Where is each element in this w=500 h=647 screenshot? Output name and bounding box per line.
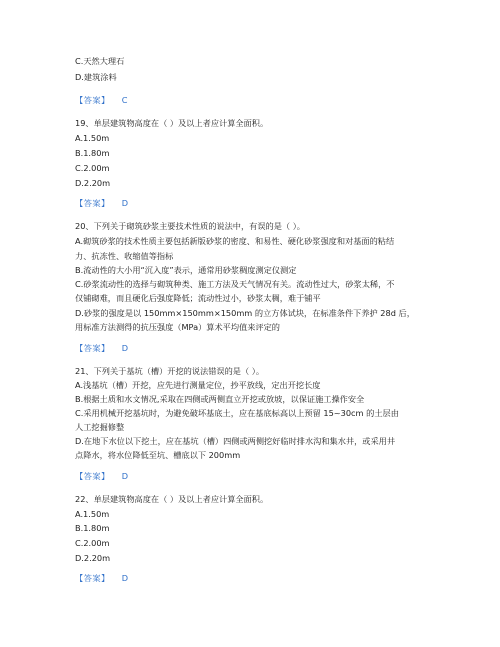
- question-stem: 21、下列关于基坑（槽）开挖的说法错误的是（ ）。: [75, 366, 265, 376]
- option-line: 仅铺砌难，而且硬化后强度降低；流动性过小，砂浆太稠，难于铺平: [75, 293, 321, 303]
- option-line: B.流动性的大小用“沉入度”表示，通常用砂浆稠度测定仪测定: [75, 265, 297, 275]
- answer-label: 【答案】: [75, 343, 110, 353]
- answer-label: 【答案】: [75, 471, 110, 481]
- option-line: B.1.80m: [75, 523, 110, 533]
- answer-line: [75, 572, 128, 584]
- question-stem: 19、单层建筑物高度在（ ）及以上者应计算全面积。: [75, 118, 269, 128]
- answer-line: [75, 342, 128, 354]
- option-line: B.根据土质和水文情况,采取在四侧或两侧直立开挖或放坡，以保证施工操作安全: [75, 394, 365, 404]
- answer-value: D: [121, 573, 129, 583]
- option-line: 用标准方法测得的抗压强度（MPa）算术平均值来评定的: [75, 322, 280, 332]
- option-line: A.1.50m: [75, 133, 110, 143]
- option-line: 力、抗冻性、收缩值等指标: [75, 251, 174, 261]
- option-line: A.1.50m: [75, 509, 110, 519]
- answer-line: [75, 197, 128, 209]
- option-line: D.2.20m: [75, 553, 111, 563]
- answer-value: D: [121, 343, 129, 353]
- option-line: A.砌筑砂浆的技术性质主要包括新版砂浆的密度、和易性、硬化砂浆强度和对基面的粘结: [75, 236, 395, 246]
- option-line: D.建筑涂料: [75, 72, 117, 82]
- answer-line: [75, 470, 128, 482]
- option-line: 人工挖掘修整: [75, 422, 125, 432]
- option-line: C.砂浆流动性的选择与砌筑种类、施工方法及天气情况有关。流动性过大，砂浆太稀，不: [75, 279, 395, 289]
- option-line: D.在地下水位以下挖土，应在基坑（槽）四侧或两侧挖好临时排水沟和集水井，或采用井: [75, 436, 396, 446]
- answer-line: [75, 94, 127, 106]
- option-line: A.浅基坑（槽）开挖，应先进行测量定位，抄平放线，定出开挖长度: [75, 380, 321, 390]
- answer-value: D: [121, 198, 129, 208]
- answer-value: D: [121, 471, 129, 481]
- answer-label: 【答案】: [75, 95, 110, 105]
- question-stem: 20、下列关于砌筑砂浆主要技术性质的说法中，有误的是（ ）。: [75, 221, 305, 231]
- option-line: B.1.80m: [75, 148, 110, 158]
- question-stem: 22、单层建筑物高度在（ ）及以上者应计算全面积。: [75, 494, 269, 504]
- answer-label: 【答案】: [75, 573, 110, 583]
- option-line: 点降水，将水位降低至坑、槽底以下 200mm: [75, 450, 241, 460]
- option-line: C.采用机械开挖基坑时，为避免破坏基底土，应在基底标高以上预留 15~30cm 的土层由: [75, 408, 399, 418]
- option-line: C.天然大理石: [75, 56, 125, 66]
- option-line: C.2.00m: [75, 538, 110, 548]
- option-line: D.2.20m: [75, 178, 111, 188]
- option-line: C.2.00m: [75, 163, 110, 173]
- answer-value: C: [121, 95, 128, 105]
- option-line: D.砂浆的强度是以 150mm×150mm×150mm 的立方体试块，在标准条件下养护 28d 后，: [75, 308, 415, 318]
- answer-label: 【答案】: [75, 198, 110, 208]
